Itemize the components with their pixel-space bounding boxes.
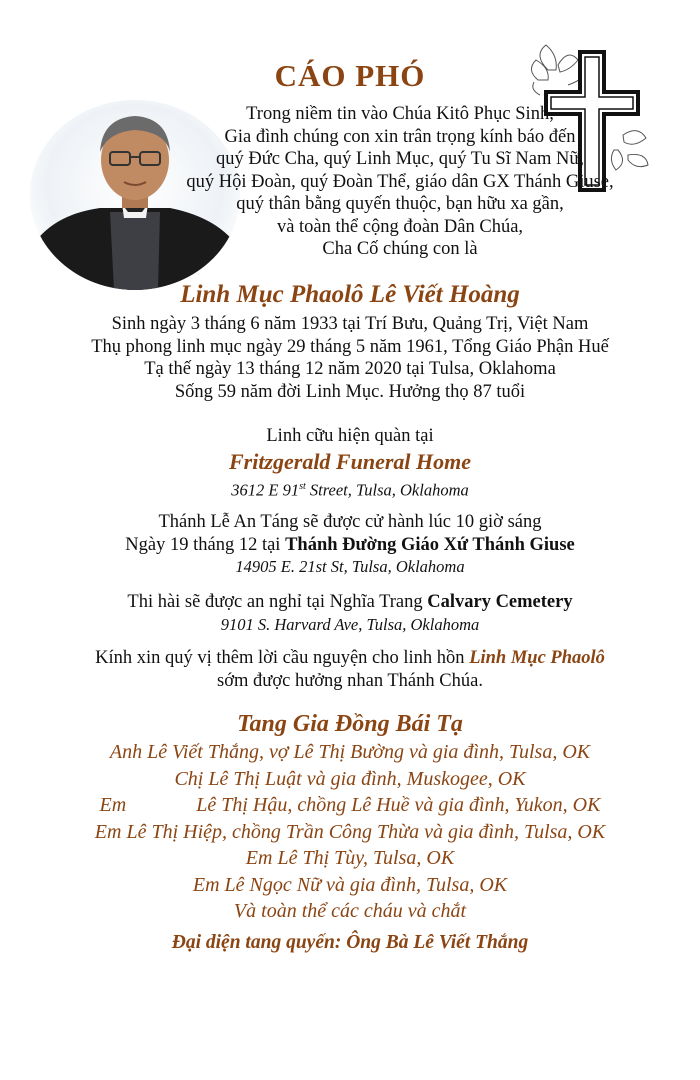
family-title: Tang Gia Đồng Bái Tạ: [237, 711, 463, 737]
bio-line: Sinh ngày 3 tháng 6 năm 1933 tại Trí Bưu, Quảng Trị, Việt Nam: [111, 314, 589, 334]
family-member: Anh Lê Viết Thắng, vợ Lê Thị Bường và gia đình, Tulsa, OK: [109, 741, 591, 763]
intro-line: quý thân bằng quyến thuộc, bạn hữu xa gần,: [236, 194, 564, 214]
family-member: Em Lê Ngọc Nữ và gia đình, Tulsa, OK: [192, 873, 508, 896]
intro-line: Cha Cố chúng con là: [322, 239, 478, 259]
cemetery-address: 9101 S. Harvard Ave, Tulsa, Oklahoma: [220, 614, 480, 634]
intro-line: Gia đình chúng con xin trân trọng kính báo đến: [224, 126, 576, 147]
prayer-priest-name: Linh Mục Phaolô: [469, 648, 605, 668]
funeral-home-address: [0, 476, 700, 502]
family-representative: Đại diện tang quyến: Ông Bà Lê Viết Thắng: [171, 932, 529, 953]
cemetery-name: Calvary Cemetery: [427, 592, 573, 612]
intro-line: Trong niềm tin vào Chúa Kitô Phục Sinh,: [246, 104, 554, 124]
intro-line: quý Hội Đoàn, quý Đoàn Thể, giáo dân GX Thánh Giuse,: [186, 171, 614, 192]
intro-line: và toàn thể cộng đoàn Dân Chúa,: [276, 216, 524, 237]
bio-line: Sống 59 năm đời Linh Mục. Hưởng thọ 87 tuổi: [174, 381, 526, 402]
address-number: 3612 E 91: [231, 480, 300, 499]
funeral-home-name: Fritzgerald Funeral Home: [228, 448, 472, 474]
priest-biography: [0, 313, 700, 403]
family-member: Chị Lê Thị Luật và gia đình, Muskogee, OK: [174, 767, 526, 790]
burial-location: [0, 591, 700, 614]
viewing-section: [0, 425, 700, 502]
prayer-line: [0, 647, 700, 670]
address-street: Street, Tulsa, Oklahoma: [305, 480, 469, 499]
church-name: Thánh Đường Giáo Xứ Thánh Giuse: [285, 534, 575, 555]
page-title: CÁO PHÓ: [274, 58, 426, 93]
mass-date: Ngày 19 tháng 12 tại: [125, 534, 286, 555]
prayer-text: Kính xin quý vị thêm lời cầu nguyện cho linh hồn: [95, 648, 470, 668]
burial-section: [0, 591, 700, 636]
prayer-line: sớm được hưởng nhan Thánh Chúa.: [217, 670, 483, 691]
family-member: Em Lê Thị Tùy, Tulsa, OK: [245, 847, 455, 869]
bio-line: Tạ thế ngày 13 tháng 12 năm 2020 tại Tulsa, Oklahoma: [144, 359, 556, 379]
intro-line: quý Đức Cha, quý Linh Mục, quý Tu Sĩ Nam Nữ,: [216, 149, 584, 169]
family-member: Và toàn thể các cháu và chắt: [233, 900, 467, 922]
burial-text: Thi hài sẽ được an nghỉ tại Nghĩa Trang: [127, 592, 428, 612]
family-member: Em Lê Thị Hiệp, chồng Trần Công Thừa và gia đình, Tulsa, OK: [94, 820, 606, 843]
bio-line: Thụ phong linh mục ngày 29 tháng 5 năm 1961, Tổng Giáo Phận Huế: [91, 336, 609, 357]
address-ordinal: st: [299, 480, 306, 492]
priest-name: Linh Mục Phaolô Lê Viết Hoàng: [180, 281, 520, 308]
mass-location: [0, 534, 700, 557]
viewing-intro: Linh cữu hiện quàn tại: [266, 426, 434, 446]
mass-section: [0, 511, 700, 579]
church-address: 14905 E. 21st St, Tulsa, Oklahoma: [235, 557, 465, 576]
prayer-request: [0, 647, 700, 692]
announcement-intro: [150, 103, 650, 261]
family-member: Em Lê Thị Hậu, chồng Lê Huề và gia đình, Yukon, OK: [99, 794, 601, 816]
family-list: [0, 739, 700, 925]
mass-time: Thánh Lễ An Táng sẽ được cử hành lúc 10 giờ sáng: [158, 512, 542, 532]
